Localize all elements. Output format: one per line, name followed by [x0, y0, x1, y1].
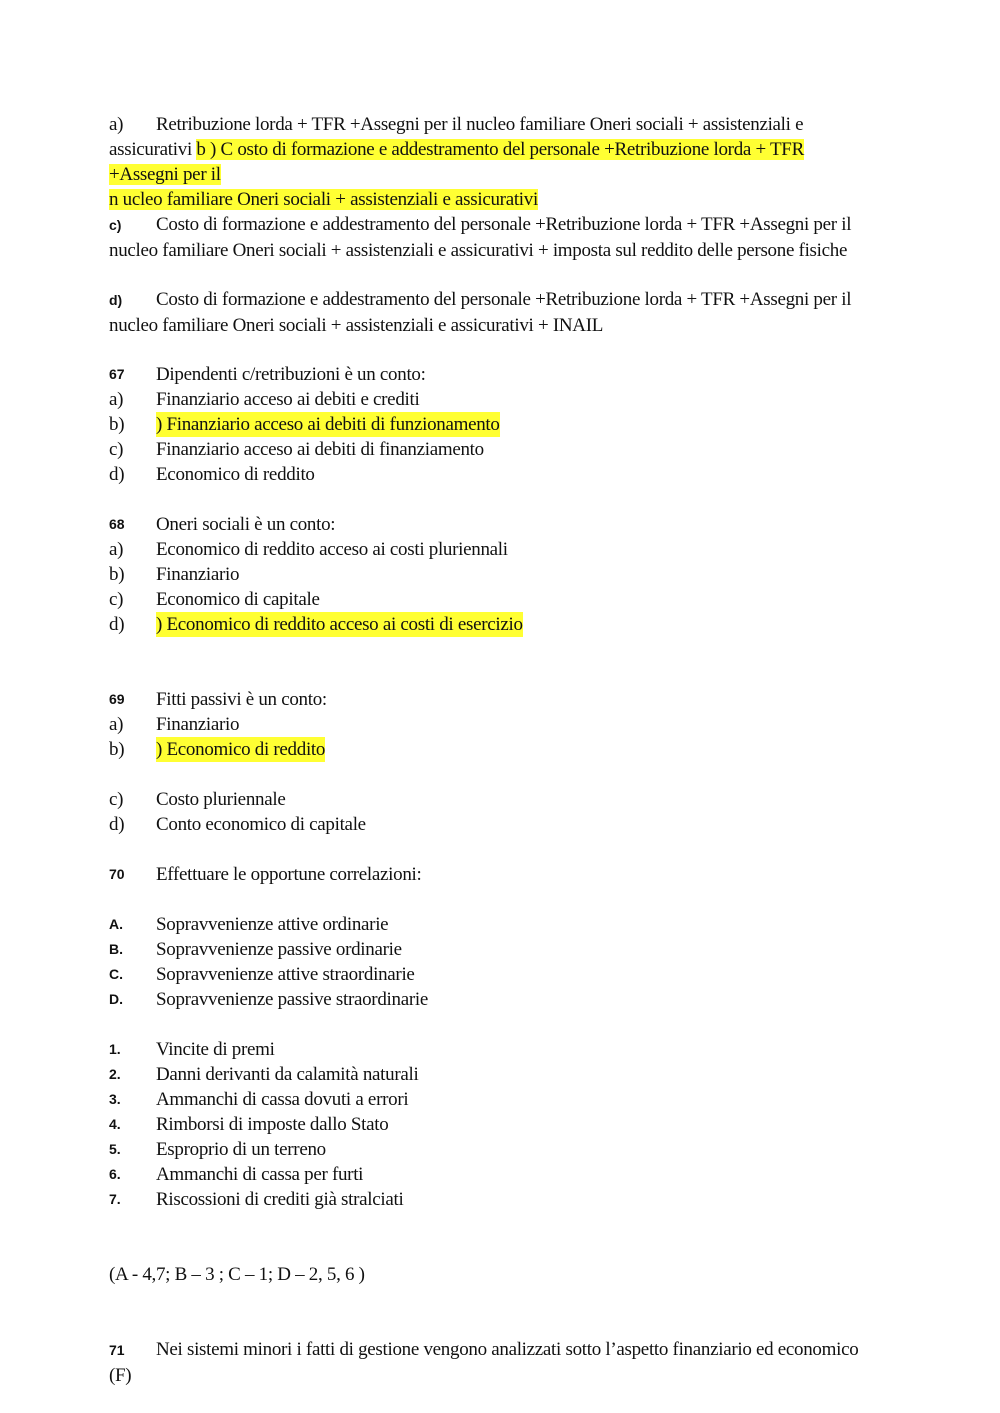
- letter-marker: C.: [109, 966, 123, 982]
- q66-option-a-text: Retribuzione lorda + TFR +Assegni per il nucleo familiare Oneri sociali + assistenziali e: [156, 114, 804, 135]
- q66-option-c-text: Costo di formazione e addestramento del personale +Retribuzione lorda + TFR +Assegni per il nucleo familiare Oneri sociali + assistenziali e assicurativi + imposta sul reddito delle persone fisiche: [109, 214, 852, 261]
- number-text: Rimborsi di imposte dallo Stato: [156, 1114, 389, 1135]
- option-marker: a): [109, 389, 124, 410]
- option-text-highlighted: ) Economico di reddito: [156, 739, 326, 760]
- q66-option-a-block: [109, 112, 879, 212]
- option-marker: d): [109, 464, 125, 485]
- letter-marker: B.: [109, 941, 123, 957]
- number-marker: 6.: [109, 1166, 121, 1182]
- option-marker: d): [109, 814, 125, 835]
- option-marker: a): [109, 714, 124, 735]
- q67-number: 67: [109, 366, 125, 382]
- option-text: Finanziario acceso ai debiti e crediti: [156, 389, 420, 410]
- q70-answer: [109, 1262, 365, 1287]
- option-marker: a): [109, 539, 124, 560]
- letter-text: Sopravvenienze passive ordinarie: [156, 939, 402, 960]
- number-marker: 5.: [109, 1141, 121, 1157]
- option-text: Conto economico di capitale: [156, 814, 366, 835]
- letter-marker: D.: [109, 991, 123, 1007]
- option-text-highlighted: ) Finanziario acceso ai debiti di funzionamento: [156, 414, 500, 435]
- q68-question-text: Oneri sociali è un conto:: [156, 514, 336, 535]
- option-text-highlighted: ) Economico di reddito acceso ai costi di esercizio: [156, 614, 523, 635]
- option-marker: d): [109, 614, 125, 635]
- option-text: Costo pluriennale: [156, 789, 286, 810]
- q66-option-b-line1: b ) C osto di formazione e addestramento del personale +Retribuzione lorda + TFR: [196, 139, 804, 160]
- number-text: Ammanchi di cassa per furti: [156, 1164, 364, 1185]
- letter-marker: A.: [109, 916, 123, 932]
- q70-number: 70: [109, 866, 125, 882]
- number-marker: 1.: [109, 1041, 121, 1057]
- q66-option-d-marker: d): [109, 292, 123, 308]
- option-text: Economico di reddito: [156, 464, 315, 485]
- q71-statement: [109, 1337, 879, 1388]
- q66-option-a-marker: a): [109, 114, 124, 135]
- option-marker: c): [109, 589, 124, 610]
- q66-option-c-marker: c): [109, 217, 122, 233]
- option-text: Finanziario: [156, 714, 240, 735]
- q70-question-text: Effettuare le opportune correlazioni:: [156, 864, 422, 885]
- letter-text: Sopravvenienze passive straordinarie: [156, 989, 428, 1010]
- option-marker: b): [109, 414, 125, 435]
- option-marker: c): [109, 439, 124, 460]
- number-text: Danni derivanti da calamità naturali: [156, 1064, 419, 1085]
- option-marker: b): [109, 564, 125, 585]
- q69-question-text: Fitti passivi è un conto:: [156, 689, 327, 710]
- option-text: Finanziario acceso ai debiti di finanziamento: [156, 439, 484, 460]
- number-marker: 2.: [109, 1066, 121, 1082]
- number-marker: 3.: [109, 1091, 121, 1107]
- number-text: Vincite di premi: [156, 1039, 275, 1060]
- number-text: Riscossioni di crediti già stralciati: [156, 1189, 404, 1210]
- option-text: Finanziario: [156, 564, 240, 585]
- option-text: Economico di capitale: [156, 589, 320, 610]
- option-marker: c): [109, 789, 124, 810]
- q66-option-b-line2: +Assegni per il: [109, 164, 221, 185]
- q70-answer-text: (A - 4,7; B – 3 ; C – 1; D – 2, 5, 6 ): [109, 1264, 365, 1285]
- option-text: Economico di reddito acceso ai costi pluriennali: [156, 539, 508, 560]
- q66-option-a-continuation: assicurativi: [109, 139, 192, 160]
- number-marker: 4.: [109, 1116, 121, 1132]
- q69-number: 69: [109, 691, 125, 707]
- q71-number: 71: [109, 1342, 125, 1358]
- letter-text: Sopravvenienze attive ordinarie: [156, 914, 389, 935]
- option-marker: b): [109, 739, 125, 760]
- q68-number: 68: [109, 516, 125, 532]
- number-marker: 7.: [109, 1191, 121, 1207]
- q66-option-b-line3: n ucleo familiare Oneri sociali + assistenziali e assicurativi: [109, 189, 538, 210]
- number-text: Esproprio di un terreno: [156, 1139, 326, 1160]
- q66-option-d: [109, 287, 879, 338]
- q66-option-c: [109, 212, 879, 263]
- number-text: Ammanchi di cassa dovuti a errori: [156, 1089, 409, 1110]
- letter-text: Sopravvenienze attive straordinarie: [156, 964, 415, 985]
- q66-option-d-text: Costo di formazione e addestramento del personale +Retribuzione lorda + TFR +Assegni per il nucleo familiare Oneri sociali + assistenziali e assicurativi + INAIL: [109, 289, 852, 336]
- q71-text: Nei sistemi minori i fatti di gestione vengono analizzati sotto l’aspetto finanziario ed economico (F): [109, 1339, 859, 1386]
- q67-question-text: Dipendenti c/retribuzioni è un conto:: [156, 364, 426, 385]
